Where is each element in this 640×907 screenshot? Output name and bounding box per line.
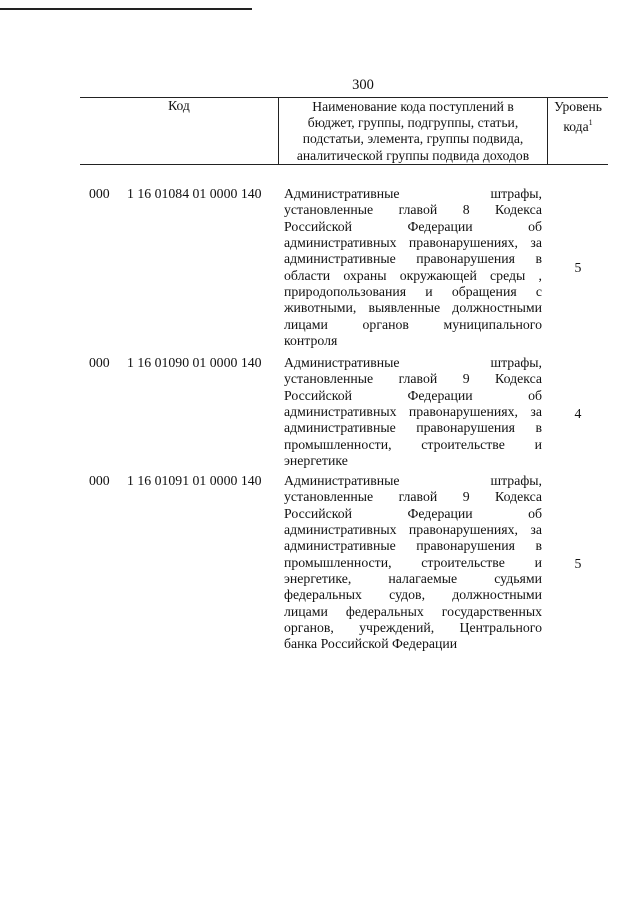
description-line: органов, учреждений, Центрального <box>284 620 542 636</box>
row-description <box>284 355 542 469</box>
description-line: административные правонарушения в <box>284 420 542 436</box>
description-line: административные правонарушения в <box>284 538 542 554</box>
header-level-line <box>548 115 608 135</box>
admin-code: 000 <box>89 473 110 488</box>
description-line: Административные штрафы, <box>284 186 542 201</box>
description-line: природопользования и обращения с <box>284 284 542 300</box>
description-line: промышленности, строительстве и <box>284 554 542 570</box>
footnote-marker: 1 <box>588 118 593 128</box>
description-line: Административные штрафы, <box>284 355 542 370</box>
description-line: Российской Федерации об <box>284 218 542 234</box>
level-value: 5 <box>574 556 582 571</box>
description-line: Административные штрафы, <box>284 473 542 488</box>
header-level <box>548 98 608 164</box>
description-line: Российской Федерации об <box>284 387 542 403</box>
description-line: Российской Федерации об <box>284 505 542 521</box>
description-line: энергетике, налагаемые судьями <box>284 571 542 587</box>
description-line: лицами федеральных государственных <box>284 603 542 619</box>
description-line: установленные главой 9 Кодекса <box>284 489 542 505</box>
description-line: животными, выявленные должностными <box>284 300 542 316</box>
header-level-word: кода <box>563 119 589 135</box>
kbk-code: 1 16 01084 01 0000 140 <box>127 186 262 201</box>
page-number: 300 <box>352 77 374 93</box>
admin-code: 000 <box>89 355 110 370</box>
description-line: банка Российской Федерации <box>284 636 458 652</box>
description-line: административных правонарушениях, за <box>284 404 542 420</box>
header-name-line: бюджет, группы, подгруппы, статьи, <box>307 115 519 131</box>
header-name-line: подстатьи, элемента, группы подвида, <box>302 131 524 147</box>
level-value: 4 <box>574 406 582 421</box>
header-level-line: Уровень <box>554 99 602 114</box>
description-line: области охраны окружающей среды , <box>284 267 542 283</box>
description-line: энергетике <box>284 453 348 469</box>
top-rule <box>0 8 252 10</box>
description-line: лицами органов муниципального <box>284 316 542 332</box>
description-line: установленные главой 8 Кодекса <box>284 202 542 218</box>
admin-code: 000 <box>89 186 110 201</box>
header-name-line: аналитической группы подвида доходов <box>296 147 530 163</box>
level-value: 5 <box>574 260 582 275</box>
description-line: контроля <box>284 333 338 349</box>
header-name <box>278 98 548 164</box>
description-line: административные правонарушения в <box>284 251 542 267</box>
row-description <box>284 186 542 349</box>
kbk-code: 1 16 01091 01 0000 140 <box>127 473 262 488</box>
description-line: административных правонарушениях, за <box>284 522 542 538</box>
description-line: федеральных судов, должностными <box>284 587 542 603</box>
header-code: Код <box>168 98 190 113</box>
table-header <box>80 97 608 165</box>
header-name-line: Наименование кода поступлений в <box>312 99 514 114</box>
description-line: промышленности, строительстве и <box>284 436 542 452</box>
description-line: установленные главой 9 Кодекса <box>284 371 542 387</box>
kbk-code: 1 16 01090 01 0000 140 <box>127 355 262 370</box>
description-line: административных правонарушениях, за <box>284 235 542 251</box>
row-description <box>284 473 542 653</box>
